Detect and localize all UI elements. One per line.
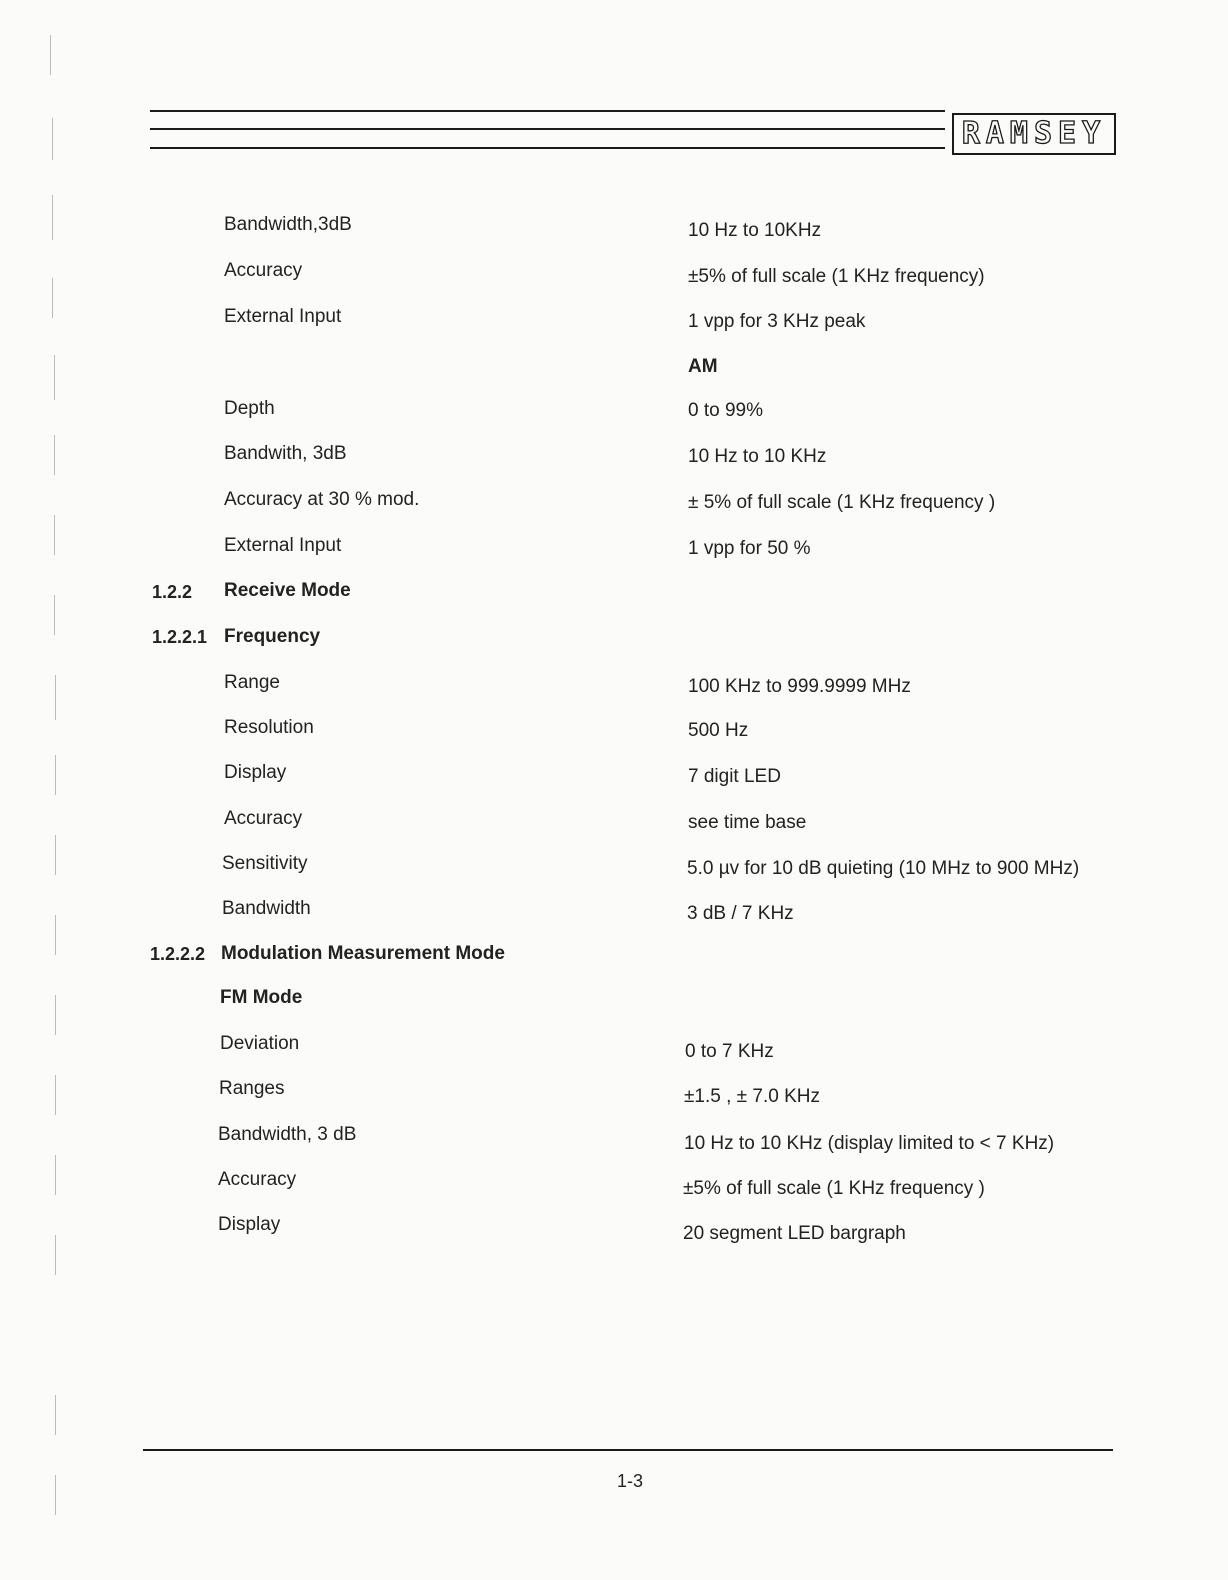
spec-value: ±5% of full scale (1 KHz frequency )	[683, 1178, 985, 1199]
spec-value: 7 digit LED	[688, 766, 781, 787]
spec-label: Bandwidth,3dB	[224, 214, 352, 235]
section-title: Frequency	[224, 626, 321, 647]
footer-rule	[143, 1449, 1113, 1451]
spec-label: Accuracy at 30 % mod.	[224, 489, 420, 510]
spec-label: Ranges	[219, 1078, 285, 1099]
spec-label: Display	[218, 1214, 281, 1235]
spec-value: 5.0 µv for 10 dB quieting (10 MHz to 900 MHz)	[687, 858, 1080, 879]
spec-label: Sensitivity	[222, 853, 308, 874]
spec-label: External Input	[224, 535, 342, 556]
header-rules	[150, 108, 945, 156]
fm-mode-heading: FM Mode	[220, 987, 303, 1008]
section-title: Modulation Measurement Mode	[221, 943, 505, 964]
spec-value: ± 5% of full scale (1 KHz frequency )	[688, 492, 996, 513]
spec-label: Accuracy	[218, 1169, 297, 1190]
spec-value: 1 vpp for 50 %	[688, 538, 811, 559]
spec-value: 1 vpp for 3 KHz peak	[688, 311, 866, 332]
spec-value: 0 to 99%	[688, 400, 763, 421]
spec-value: 10 Hz to 10 KHz	[688, 446, 827, 467]
section-title: Receive Mode	[224, 580, 351, 601]
spec-label: Accuracy	[224, 260, 303, 281]
spec-value: 0 to 7 KHz	[685, 1041, 774, 1062]
page-number: 1-3	[616, 1471, 643, 1491]
spec-label: Resolution	[224, 717, 314, 738]
spec-value: 20 segment LED bargraph	[683, 1223, 906, 1244]
spec-label: Range	[224, 672, 280, 693]
spec-value: see time base	[688, 812, 807, 833]
spec-label: Bandwidth	[222, 898, 311, 919]
spec-value: 100 KHz to 999.9999 MHz	[688, 676, 911, 697]
spec-label: Depth	[224, 398, 275, 419]
spec-label: Display	[224, 762, 287, 783]
spec-value: 10 Hz to 10 KHz (display limited to < 7 KHz)	[684, 1133, 1055, 1154]
spec-value: 500 Hz	[688, 720, 749, 741]
spec-value: ±1.5 , ± 7.0 KHz	[684, 1086, 820, 1107]
spec-value: 10 Hz to 10KHz	[688, 220, 822, 241]
section-number: 1.2.2.2	[150, 944, 206, 964]
spec-label: Bandwidth, 3 dB	[218, 1124, 357, 1145]
spec-label: External Input	[224, 306, 342, 327]
spec-label: Accuracy	[224, 808, 303, 829]
spec-label: Bandwith, 3dB	[224, 443, 347, 464]
am-heading: AM	[688, 356, 718, 377]
section-number: 1.2.2	[152, 582, 193, 602]
spec-label: Deviation	[220, 1033, 300, 1054]
spec-value: ±5% of full scale (1 KHz frequency)	[688, 266, 985, 287]
logo-text: RAMSEY	[961, 116, 1107, 151]
spec-value: 3 dB / 7 KHz	[687, 903, 794, 924]
ramsey-logo	[952, 113, 1116, 155]
section-number: 1.2.2.1	[152, 627, 208, 647]
